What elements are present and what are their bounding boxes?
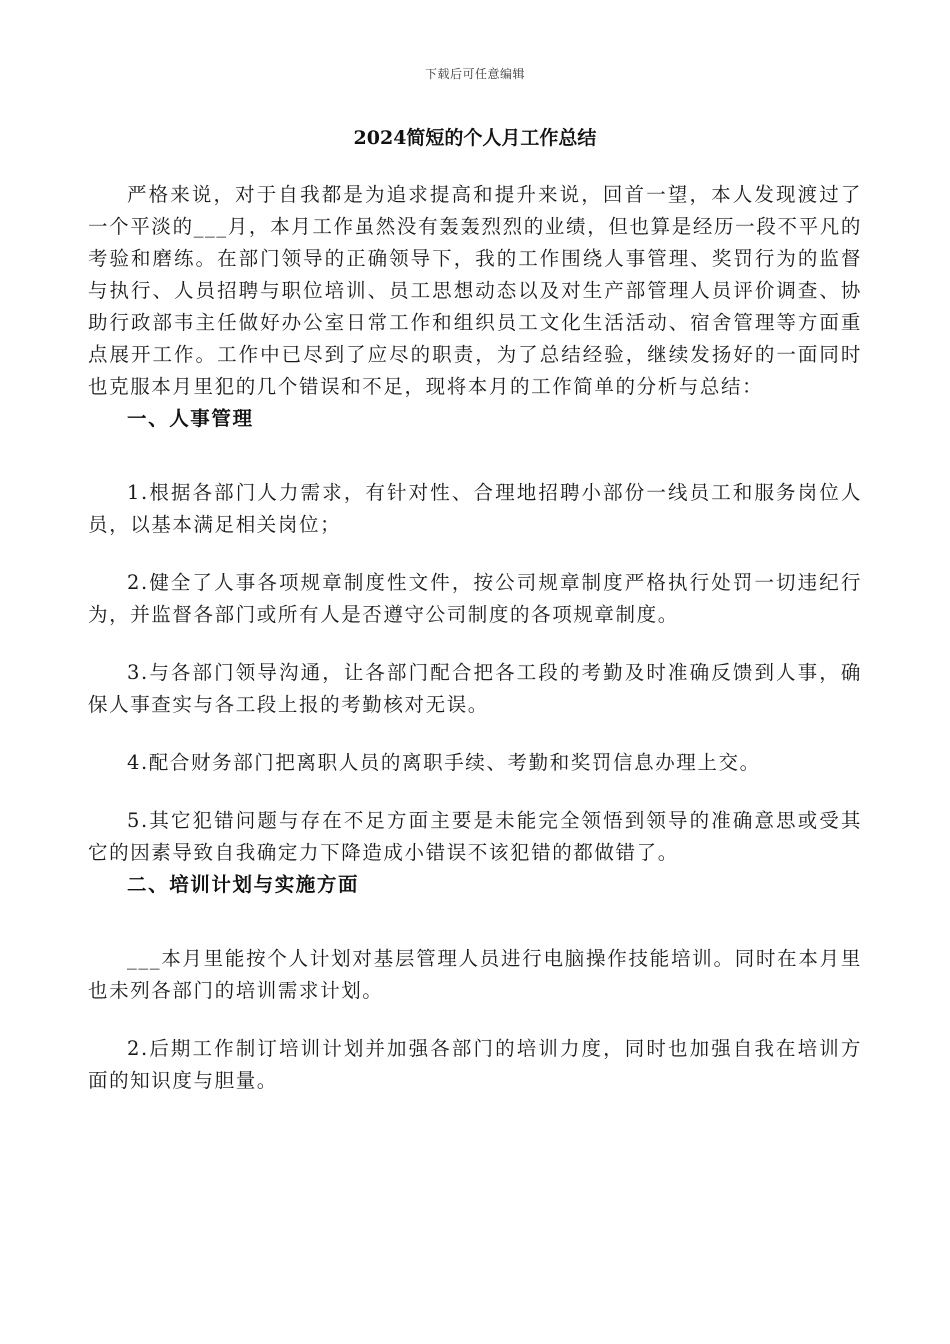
list-item: 4.配合财务部门把离职人员的离职手续、考勤和奖罚信息办理上交。 (127, 751, 761, 774)
list-item: 3.与各部门领导沟通，让各部门配合把各工段的考勤及时准确反馈到人事，确保人事查实与各工段上报的考勤核对无误。 (88, 661, 862, 716)
list-item: 2.后期工作制订培训计划并加强各部门的培训力度，同时也加强自我在培训方面的知识度与胆量。 (88, 1037, 862, 1092)
document-title: 2024简短的个人月工作总结 (353, 127, 597, 149)
intro-paragraph: 严格来说，对于自我都是为追求提高和提升来说，回首一望，本人发现渡过了一个平淡的___月，本月工作虽然没有轰轰烈烈的业绩，但也算是经历一段不平凡的考验和磨练。在部门领导的正确领导下，我的工作围绕人事管理、奖罚行为的监督与执行、人员招聘与职位培训、员工思想动态以及对生产部管理人员评价调查、协助行政部韦主任做好办公室日常工作和组织员工文化生活活动、宿舍管理等方面重点展开工作。工作中已尽到了应尽的职责，为了总结经验，继续发扬好的一面同时也克服本月里犯的几个错误和不足，现将本月的工作简单的分析与总结： (88, 183, 862, 398)
list-item: 2.健全了人事各项规章制度性文件，按公司规章制度严格执行处罚一切违纪行为，并监督各部门或所有人是否遵守公司制度的各项规章制度。 (88, 571, 862, 626)
list-item: 1.根据各部门人力需求，有针对性、合理地招聘小部份一线员工和服务岗位人员，以基本满足相关岗位； (88, 481, 862, 536)
list-item: ___本月里能按个人计划对基层管理人员进行电脑操作技能培训。同时在本月里也未列各部门的培训需求计划。 (88, 947, 862, 1002)
section-heading-training: 二、培训计划与实施方面 (127, 873, 360, 896)
header-note: 下载后可任意编辑 (424, 67, 525, 81)
section-heading-personnel: 一、人事管理 (127, 407, 254, 430)
document-body (88, 179, 862, 1097)
list-item: 5.其它犯错问题与存在不足方面主要是未能完全领悟到领导的准确意思或受其它的因素导致自我确定力下降造成小错误不该犯错的都做错了。 (88, 809, 862, 864)
